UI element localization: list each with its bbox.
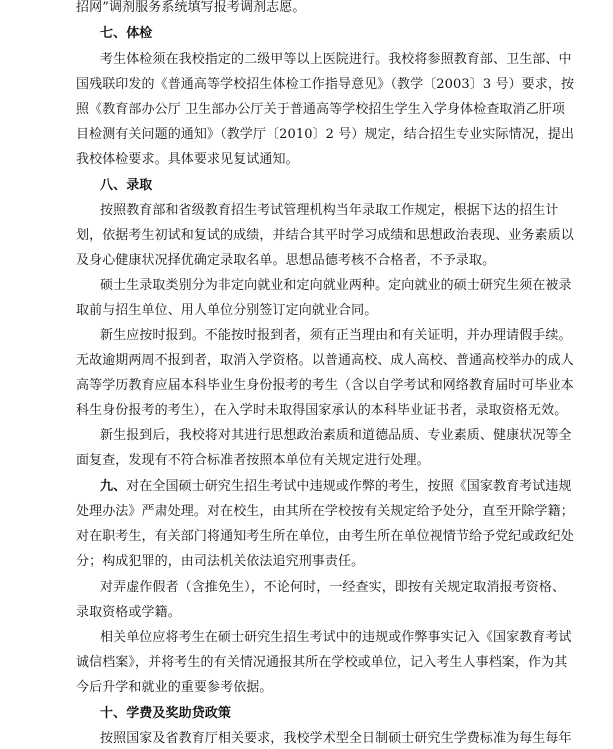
paragraph-line: 新生报到后，我校将对其进行思想政治素质和道德品质、专业素质、健康状况等全 (100, 428, 572, 443)
paragraph-line: 国残联印发的《普通高等学校招生体检工作指导意见》（教学〔2003〕3 号）要求，按 (76, 77, 575, 92)
paragraph-line-section-9 (100, 477, 613, 497)
paragraph-line: 取前与招生单位、用人单位分别签订定向就业合同。 (76, 303, 378, 318)
paragraph-line: 考生体检须在我校指定的二级甲等以上医院进行。我校将参照教育部、卫生部、中 (100, 52, 572, 67)
paragraph-line: 今后升学和就业的重要参考依据。 (76, 680, 273, 695)
paragraph-line: 目检测有关问题的通知》（教学厅〔2010〕2 号）规定，结合招生专业实际情况，提出 (76, 127, 575, 142)
paragraph-line: 招网”调剂服务系统填写报考调剂志愿。 (76, 0, 306, 15)
paragraph-line: 对弄虚作假者（含推免生），不论何时，一经查实，即按有关规定取消报考资格、 (100, 580, 566, 595)
section-heading-9: 九、 (100, 479, 127, 494)
paragraph-line: 及身心健康状况择优确定录取名单。思想品德考核不合格者，不予录取。 (76, 253, 496, 268)
paragraph-line: 对在职考生，有关部门将通知考生所在单位，由考生所在单位视情节给予党纪或政纪处 (76, 529, 574, 544)
section-heading-8: 八、录取 (100, 178, 153, 193)
paragraph-line: 无故逾期两周不报到者，取消入学资格。以普通高校、成人高校、普通高校举办的成人 (76, 353, 574, 368)
paragraph-line: 划，依据考生初试和复试的成绩，并结合其平时学习成绩和思想政治表现、业务素质以 (76, 228, 574, 243)
paragraph-line: 我校体检要求。具体要求见复试通知。 (76, 152, 299, 167)
paragraph-line: 高等学历教育应届本科毕业生身份报考的考生（含以自学考试和网络教育届时可毕业本 (76, 378, 574, 393)
paragraph-line: 诚信档案》，并将考生的有关情况通报其所在学校或单位，记入考生人事档案，作为其 (76, 655, 568, 670)
paragraph-line: 处理办法》严肃处理。对在校生，由其所在学校按有关规定给予处分，直至开除学籍； (76, 504, 574, 519)
paragraph-line: 相关单位应将考生在硕士研究生招生考试中的违规或作弊事实记入《国家教育考试 (100, 630, 572, 645)
section-heading-7: 七、体检 (100, 26, 153, 41)
paragraph-text: 对在全国硕士研究生招生考试中违规或作弊的考生，按照《国家教育考试违规 (126, 479, 572, 494)
paragraph-line: 面复查，发现有不符合标准者按照本单位有关规定进行处理。 (76, 453, 430, 468)
section-heading-10: 十、学费及奖助贷政策 (100, 706, 232, 721)
paragraph-line: 分；构成犯罪的，由司法机关依法追究刑事责任。 (76, 554, 365, 569)
paragraph-line: 新生应按时报到。不能按时报到者，须有正当理由和有关证明，并办理请假手续。 (100, 328, 572, 343)
paragraph-line: 照《教育部办公厅 卫生部办公厅关于普通高等学校招生学生入学身体检查取消乙肝项 (76, 102, 565, 117)
paragraph-line: 按照国家及省教育厅相关要求，我校学术型全日制硕士研究生学费标准为每生每年 (100, 731, 572, 746)
paragraph-line: 按照教育部和省级教育招生考试管理机构当年录取工作规定，根据下达的招生计 (100, 203, 559, 218)
paragraph-line: 录取资格或学籍。 (76, 605, 181, 620)
paragraph-line: 硕士生录取类别分为非定向就业和定向就业两种。定向就业的硕士研究生须在被录 (100, 278, 572, 293)
paragraph-line: 科生身份报考的考生），在入学时未取得国家承认的本科毕业证书者，录取资格无效。 (76, 403, 568, 418)
